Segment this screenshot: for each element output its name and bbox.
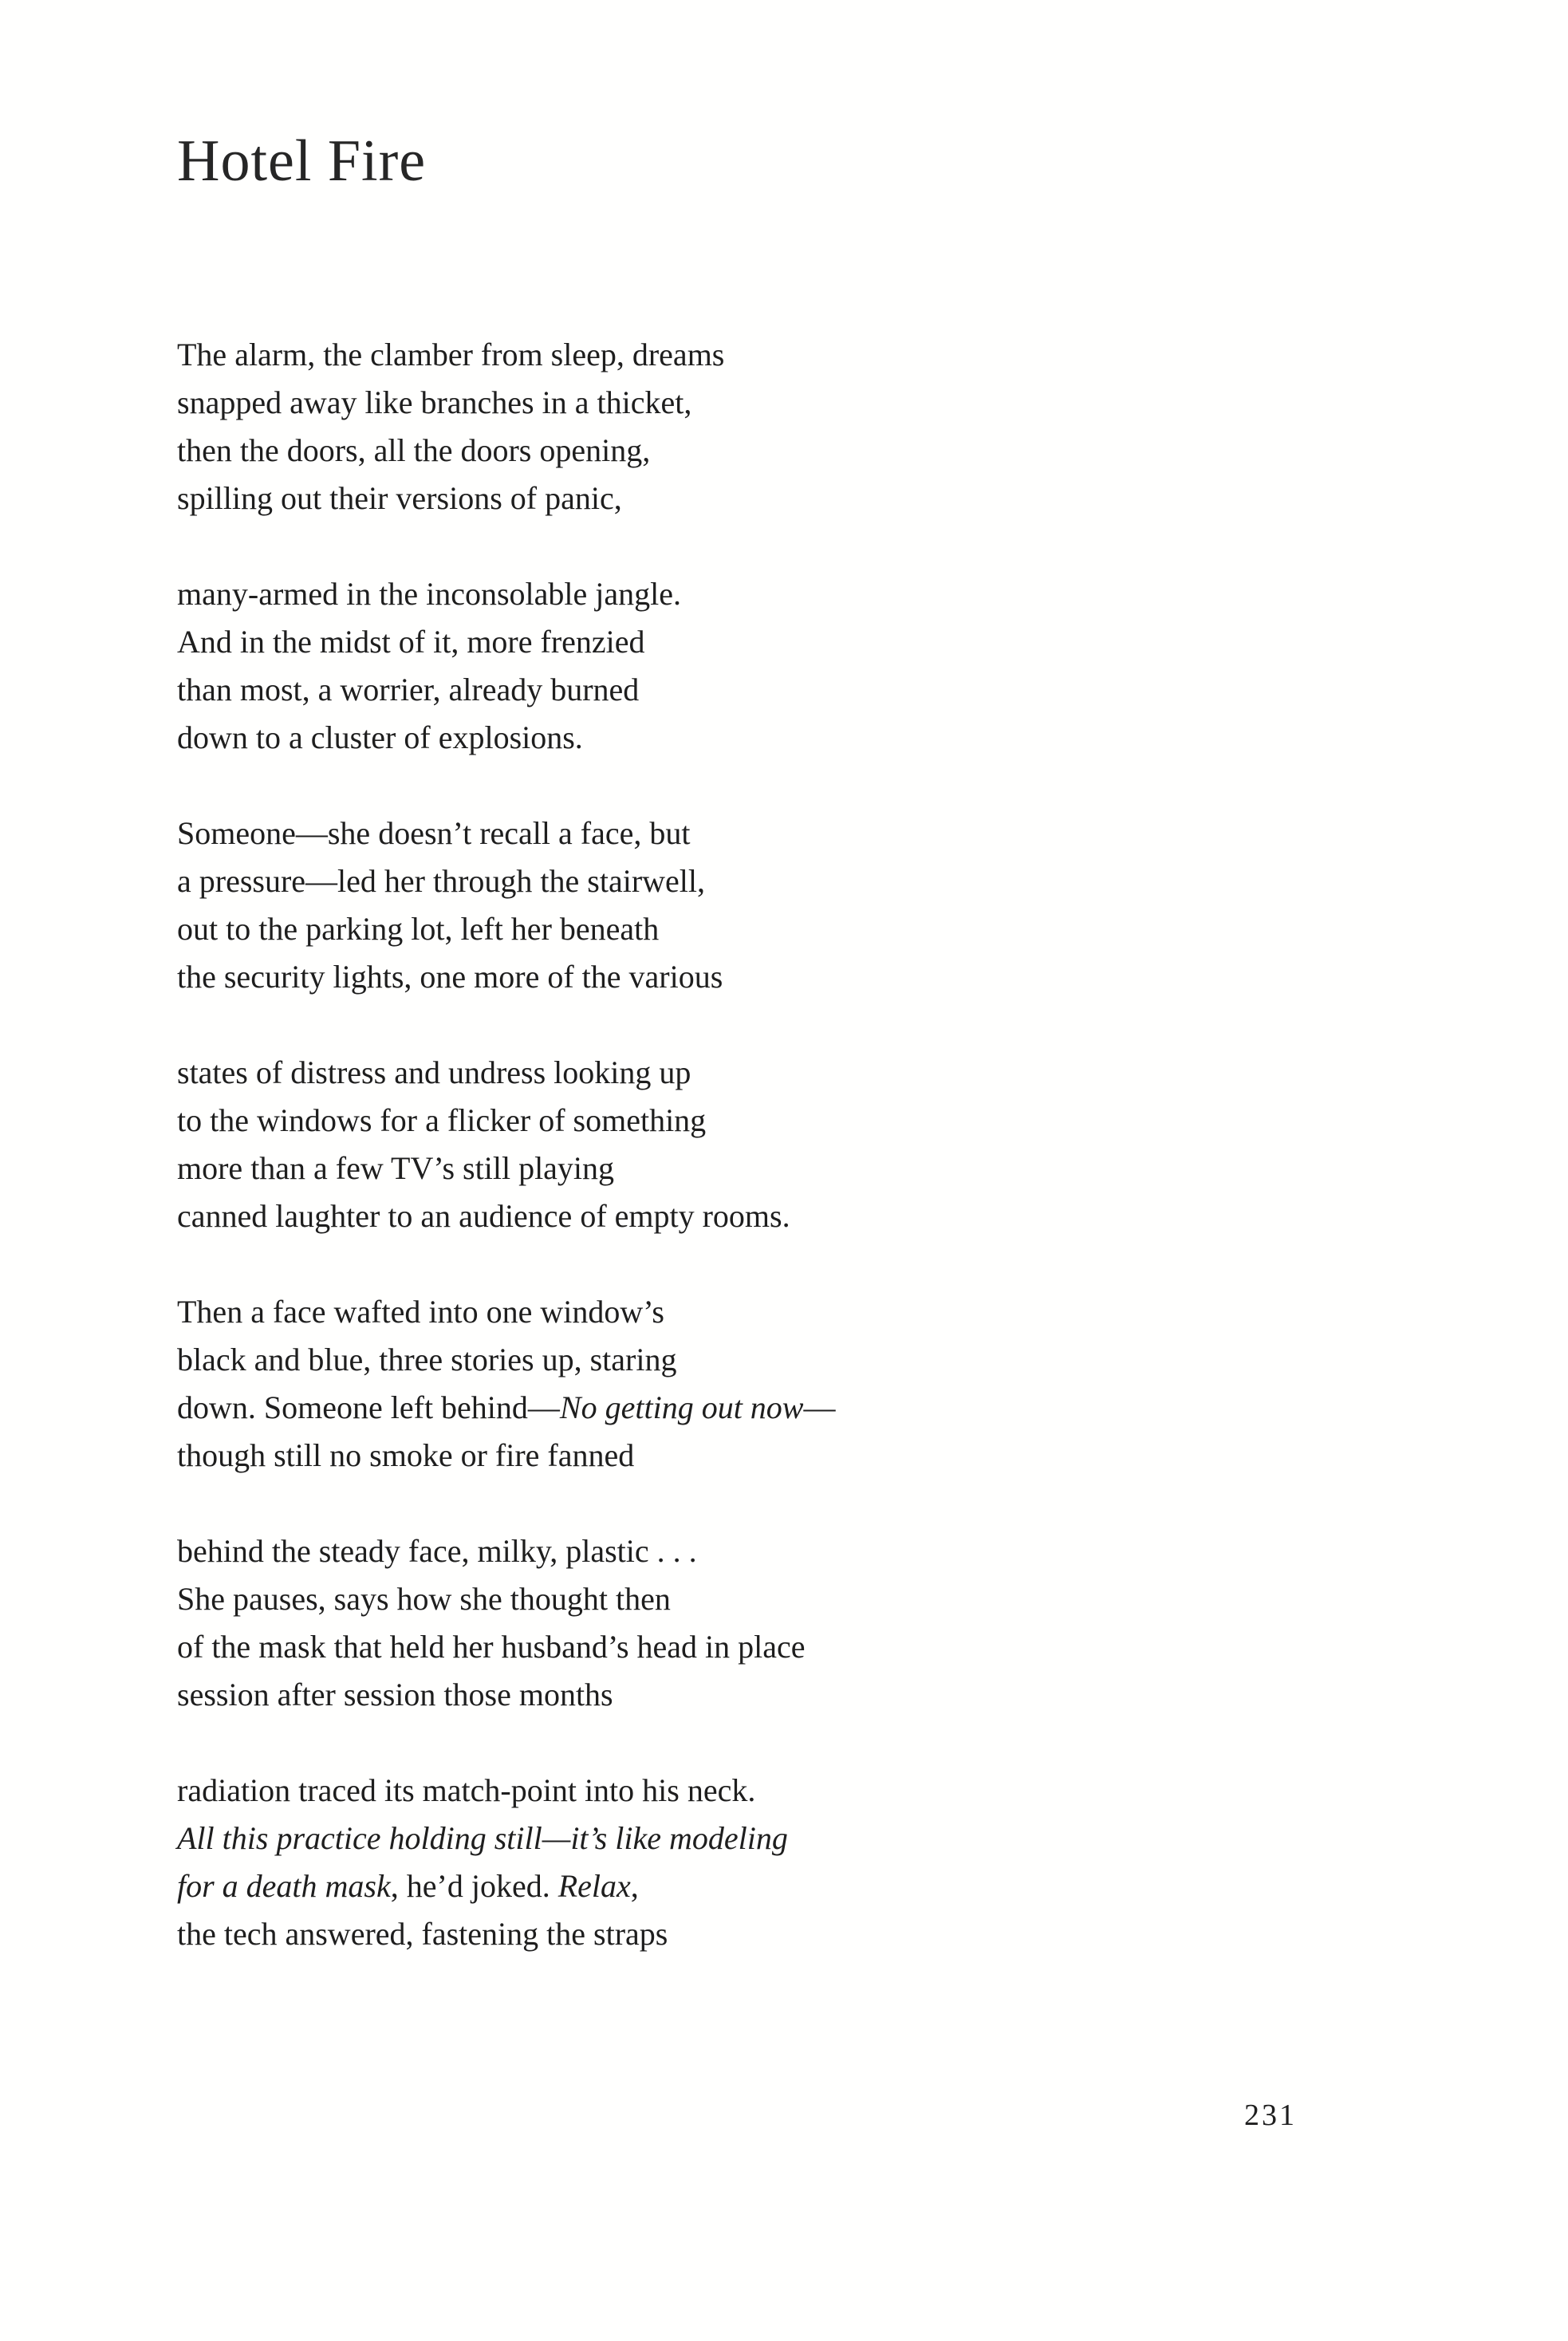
poem-text: , (630, 1868, 639, 1905)
poem-line (177, 953, 1214, 1001)
poem-text: of the mask that held her husband’s head in place (177, 1629, 806, 1665)
poem-line (177, 1575, 1214, 1623)
poem-line (177, 1097, 1214, 1145)
poem-line (177, 1767, 1214, 1815)
poem-text: radiation traced its match-point into his neck. (177, 1772, 756, 1809)
poem-text-italic: All this practice holding still—it’s like modeling (177, 1820, 788, 1857)
poem-stanza (177, 1527, 1214, 1719)
poem-text: than most, a worrier, already burned (177, 672, 640, 708)
poem-line (177, 1288, 1214, 1336)
poem-line (177, 618, 1214, 666)
poem-line (177, 905, 1214, 953)
poem-line (177, 1527, 1214, 1575)
poem-text: the security lights, one more of the various (177, 959, 723, 995)
poem-stanza (177, 1288, 1214, 1480)
poem-text: a pressure—led her through the stairwell, (177, 863, 706, 900)
poem-line (177, 1192, 1214, 1240)
poem-text-italic: for a death mask (177, 1868, 391, 1905)
poem-text: more than a few TV’s still playing (177, 1150, 615, 1187)
poem-text: down. Someone left behind— (177, 1389, 560, 1426)
poem-text: black and blue, three stories up, staring (177, 1342, 677, 1378)
poem-line (177, 714, 1214, 762)
poem (177, 331, 1214, 1958)
poem-line (177, 1049, 1214, 1097)
poem-line (177, 810, 1214, 857)
poem-text: to the windows for a flicker of something (177, 1102, 707, 1139)
poem-text: though still no smoke or fire fanned (177, 1437, 635, 1474)
poem-line (177, 331, 1214, 379)
poem-line (177, 1862, 1214, 1910)
poem-text: She pauses, says how she thought then (177, 1581, 671, 1618)
poem-stanza (177, 331, 1214, 522)
poem-text: , he’d joked. (390, 1868, 558, 1905)
poem-text: snapped away like branches in a thicket, (177, 384, 692, 421)
poem-text: states of distress and undress looking up (177, 1054, 691, 1091)
poem-text: — (803, 1389, 836, 1426)
poem-line (177, 1336, 1214, 1384)
poem-stanza (177, 810, 1214, 1001)
poem-line (177, 570, 1214, 618)
poem-text: spilling out their versions of panic, (177, 480, 622, 517)
poem-text-italic: Relax (557, 1868, 631, 1905)
poem-text-italic: No getting out now (559, 1389, 804, 1426)
page-title: Hotel Fire (177, 128, 427, 194)
page-number: 231 (1244, 2099, 1297, 2132)
poem-line (177, 1671, 1214, 1719)
poem-text: the tech answered, fastening the straps (177, 1916, 668, 1953)
poem-line (177, 427, 1214, 475)
poem-text: session after session those months (177, 1677, 613, 1713)
poem-line (177, 1623, 1214, 1671)
poem-stanza (177, 570, 1214, 762)
poem-text: And in the midst of it, more frenzied (177, 624, 645, 660)
poem-line (177, 1145, 1214, 1192)
poem-line (177, 1910, 1214, 1958)
poem-stanza (177, 1767, 1214, 1958)
poem-text: behind the steady face, milky, plastic . . . (177, 1533, 697, 1570)
poem-line (177, 1384, 1214, 1432)
poem-text: The alarm, the clamber from sleep, dreams (177, 337, 725, 373)
poem-text: canned laughter to an audience of empty rooms. (177, 1198, 790, 1235)
poem-text: Then a face wafted into one window’s (177, 1294, 664, 1330)
poem-line (177, 1432, 1214, 1480)
poem-text: then the doors, all the doors opening, (177, 432, 651, 469)
poem-text: out to the parking lot, left her beneath (177, 911, 660, 948)
poem-stanza (177, 1049, 1214, 1240)
poem-line (177, 379, 1214, 427)
poem-text: down to a cluster of explosions. (177, 719, 583, 756)
poem-line (177, 1815, 1214, 1862)
poem-line (177, 666, 1214, 714)
poem-text: many-armed in the inconsolable jangle. (177, 576, 682, 613)
poem-line (177, 857, 1214, 905)
poem-text: Someone—she doesn’t recall a face, but (177, 815, 691, 852)
poem-line (177, 475, 1214, 522)
